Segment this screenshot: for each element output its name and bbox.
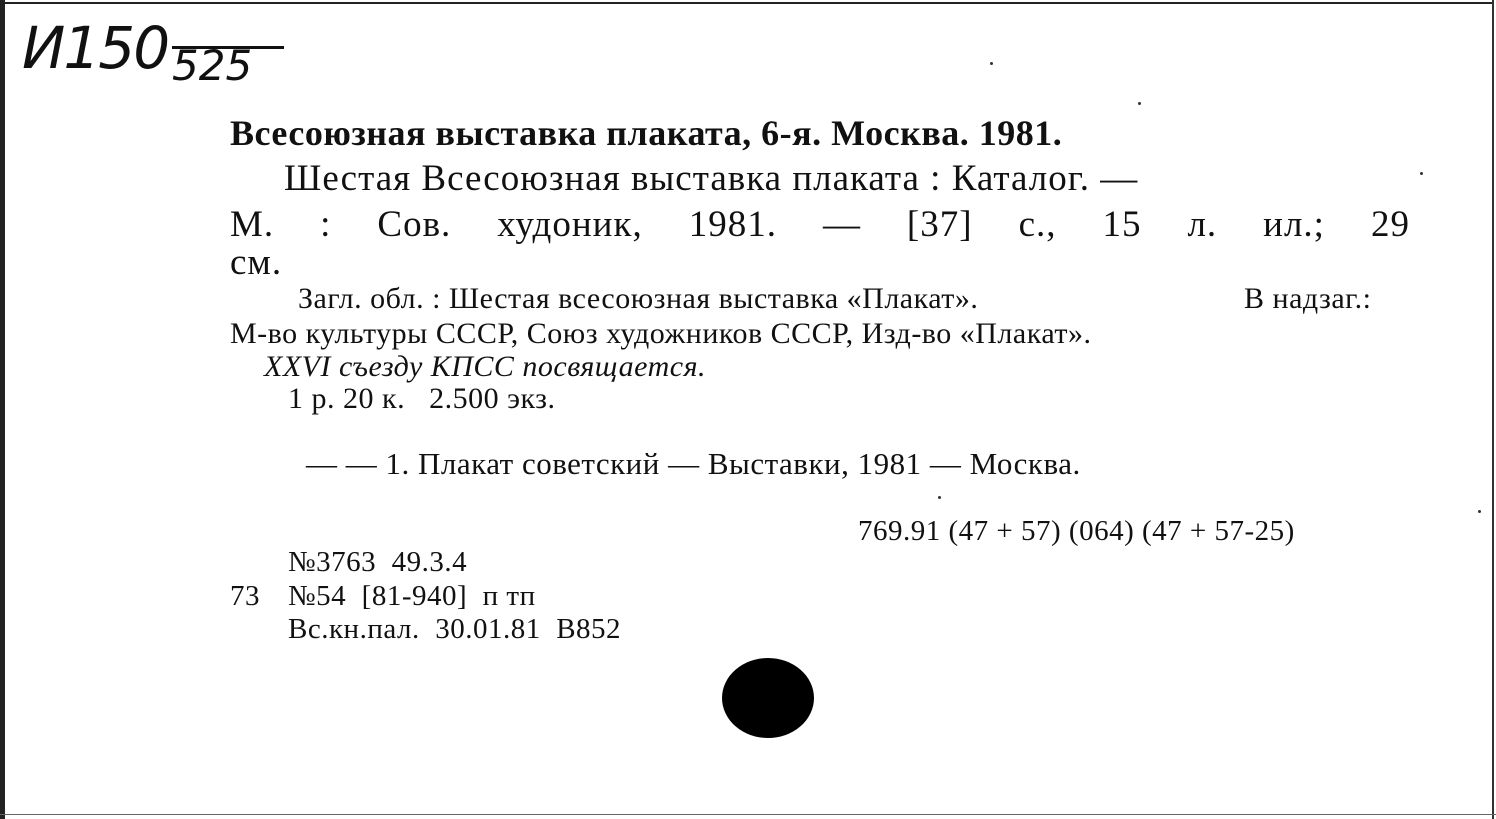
shelfmark-sub: 525	[172, 41, 253, 90]
note-title-source: Загл. обл. : Шестая всесоюзная выставка «Плакат».	[298, 282, 979, 315]
stamp-line-1: №3763 49.3.4	[288, 546, 468, 578]
imprint-word: Сов.	[377, 204, 452, 245]
stamp-line-2-prefix: 73	[230, 580, 260, 612]
imprint-word: 1981.	[688, 204, 777, 245]
ink-speck	[1420, 172, 1423, 175]
card-right-edge	[1492, 0, 1494, 819]
imprint-word: М.	[230, 204, 275, 245]
note-organizations: М-во культуры СССР, Союз художников СССР, Изд-во «Плакат».	[230, 317, 1092, 350]
card-heading: Всесоюзная выставка плаката, 6-я. Москва. 1981.	[230, 113, 1063, 153]
stamp-line-3: Вс.кн.пал. 30.01.81 В852	[288, 613, 622, 645]
card-bottom-edge	[0, 814, 1496, 815]
ink-speck	[990, 62, 993, 65]
size-unit: см.	[230, 242, 283, 283]
card-punch-hole	[722, 658, 814, 738]
imprint-word: [37]	[906, 204, 973, 245]
imprint-word: 29	[1370, 204, 1410, 245]
imprint-word: :	[320, 204, 332, 245]
imprint-word: ил.;	[1263, 204, 1325, 245]
note-dedication: XXVI съезду КПСС посвящается.	[264, 350, 707, 383]
ink-speck	[938, 496, 941, 499]
card-top-edge	[4, 2, 1492, 4]
shelfmark-main: И150	[22, 14, 169, 82]
ink-speck	[1138, 102, 1141, 105]
classification-index: 769.91 (47 + 57) (064) (47 + 57-25)	[858, 515, 1295, 547]
subject-heading: — — 1. Плакат советский — Выставки, 1981 — Москва.	[306, 446, 1081, 481]
imprint-line	[230, 203, 1410, 246]
handwritten-shelfmark	[22, 10, 292, 92]
note-price-print-run: 1 р. 20 к. 2.500 экз.	[288, 382, 556, 415]
imprint-word: л.	[1187, 204, 1218, 245]
stamp-line-2: №54 [81-940] п тп	[288, 580, 536, 612]
card-left-edge	[0, 0, 5, 819]
imprint-word: —	[822, 204, 861, 245]
imprint-word: с.,	[1018, 204, 1057, 245]
imprint-word: худоник,	[497, 204, 643, 245]
note-header-label: В надзаг.:	[1244, 282, 1372, 315]
ink-speck	[1478, 510, 1481, 513]
imprint-word: 15	[1102, 204, 1142, 245]
title-line: Шестая Всесоюзная выставка плаката : Каталог. —	[284, 158, 1139, 199]
